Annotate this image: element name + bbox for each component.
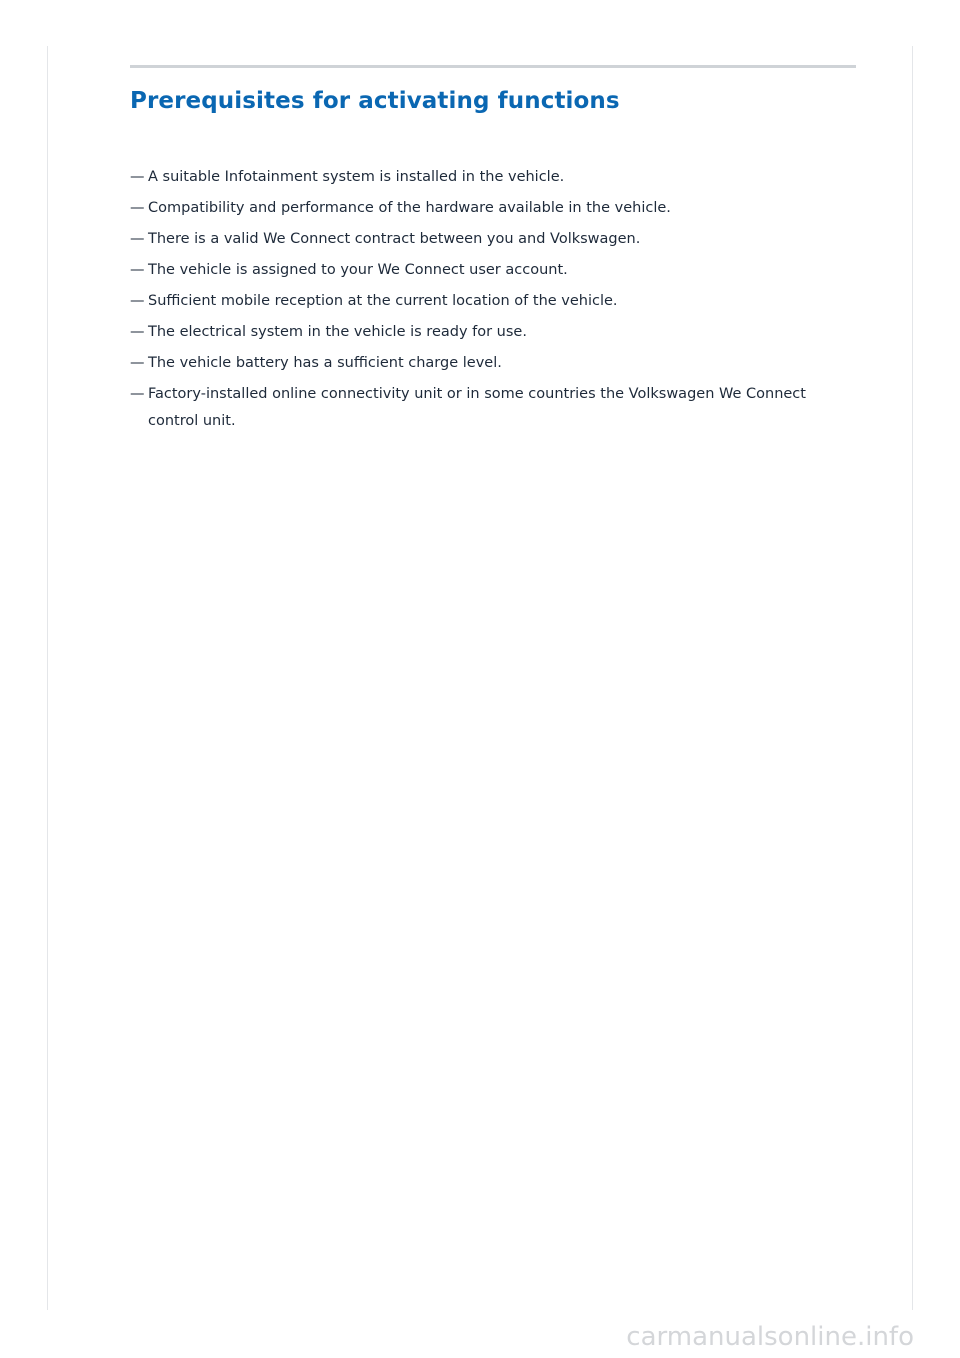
bullet-dash: —: [130, 386, 145, 402]
watermark: carmanualsonline.info: [626, 1322, 914, 1352]
list-item: [130, 195, 850, 222]
bullet-dash: —: [130, 324, 145, 340]
list-item-text: Factory-installed online connectivity unit or in some countries the Volkswagen We Connect control unit.: [148, 386, 806, 429]
bullet-dash: —: [130, 293, 145, 309]
bullet-dash: —: [130, 169, 145, 185]
list-item-text: The vehicle is assigned to your We Connect user account.: [148, 262, 568, 278]
bullet-dash: —: [130, 200, 145, 216]
section-heading: Prerequisites for activating functions: [130, 88, 620, 114]
list-item: [130, 288, 850, 315]
prerequisites-list: [130, 164, 850, 439]
list-item: [130, 381, 850, 435]
list-item: [130, 226, 850, 253]
list-item: [130, 257, 850, 284]
list-item-text: The electrical system in the vehicle is ready for use.: [148, 324, 527, 340]
bullet-dash: —: [130, 231, 145, 247]
left-margin-line: [47, 46, 48, 1310]
list-item-text: There is a valid We Connect contract between you and Volkswagen.: [148, 231, 641, 247]
list-item: [130, 319, 850, 346]
list-item-text: Sufficient mobile reception at the current location of the vehicle.: [148, 293, 618, 309]
list-item: [130, 164, 850, 191]
list-item: [130, 350, 850, 377]
bullet-dash: —: [130, 262, 145, 278]
bullet-dash: —: [130, 355, 145, 371]
header-rule: [130, 65, 856, 68]
right-margin-line: [912, 46, 913, 1310]
list-item-text: The vehicle battery has a sufficient charge level.: [148, 355, 502, 371]
list-item-text: A suitable Infotainment system is installed in the vehicle.: [148, 169, 565, 185]
list-item-text: Compatibility and performance of the hardware available in the vehicle.: [148, 200, 671, 216]
